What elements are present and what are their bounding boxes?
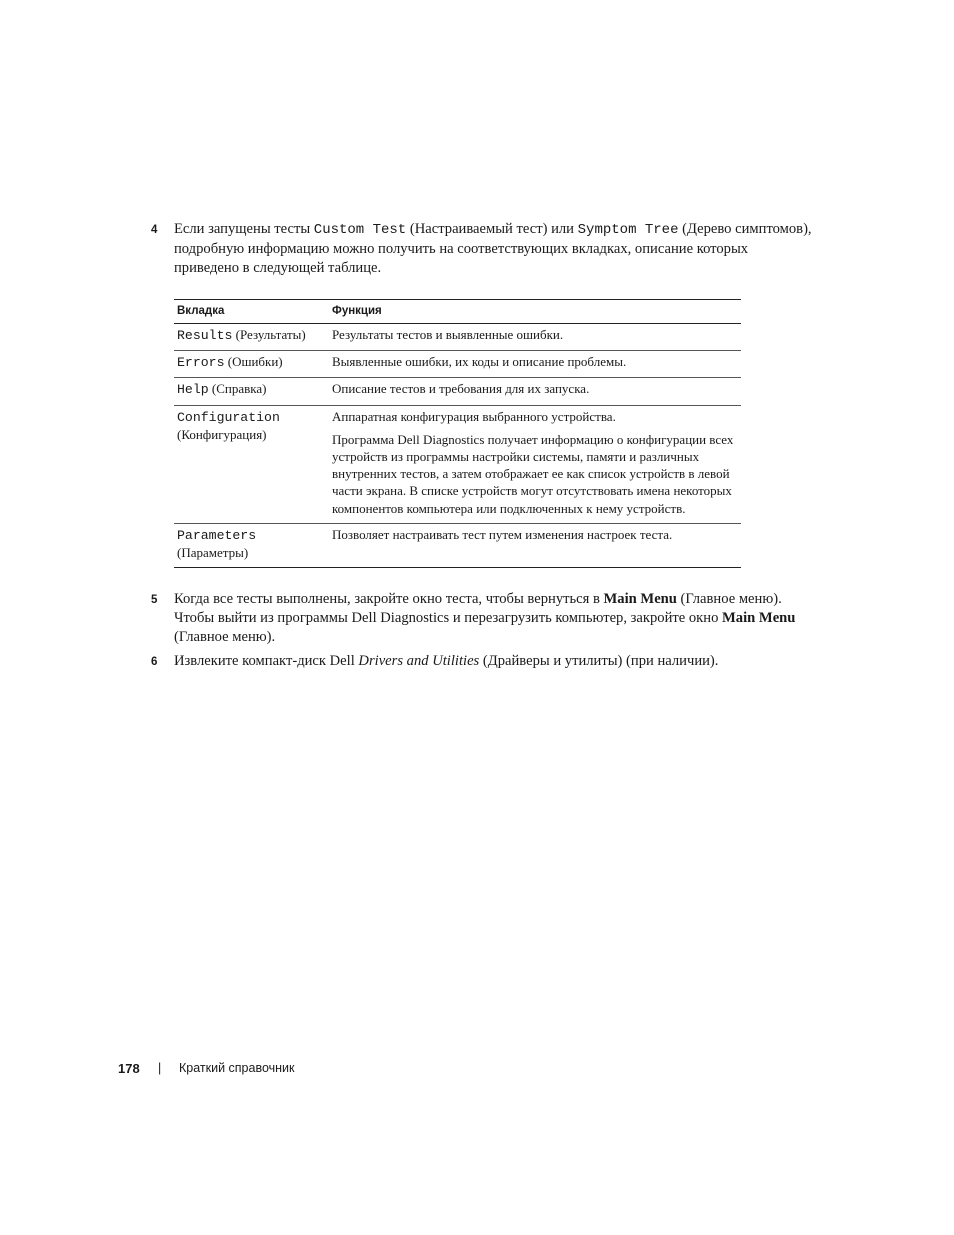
- tab-code: Help: [177, 382, 209, 398]
- tab-label: (Результаты): [232, 327, 306, 342]
- text-segment: (Дерево симптомов), подробную информацию можно получить на соответствующих вкладках, описание которых приведено в следующей таблице.: [174, 221, 812, 276]
- tab-cell: [174, 523, 326, 567]
- tab-code: Parameters: [177, 527, 257, 543]
- tab-cell: [174, 378, 326, 405]
- function-cell: [326, 324, 741, 351]
- tabs-table: [174, 299, 741, 568]
- main-menu-term: Main Menu: [722, 610, 796, 626]
- table-row: [174, 523, 741, 567]
- footer-separator: |: [158, 1061, 162, 1075]
- header-tab: Вкладка: [174, 300, 326, 324]
- function-cell: [326, 378, 741, 405]
- tab-cell: [174, 405, 326, 523]
- function-text: Позволяет настраивать тест путем изменения настроек теста.: [332, 526, 673, 542]
- code-symptom-tree: Symptom Tree: [577, 222, 679, 238]
- text-segment: (Главное меню). Чтобы выйти из программы Dell Diagnostics и перезагрузить компьютер, закройте окно: [174, 591, 782, 626]
- text-segment: Если запущены тесты: [174, 221, 314, 237]
- text-segment: (Настраиваемый тест) или: [406, 221, 578, 237]
- step-5: [151, 590, 816, 647]
- step-number: 4: [151, 224, 158, 236]
- function-text: Аппаратная конфигурация выбранного устройства.: [332, 408, 616, 424]
- function-text: Результаты тестов и выявленные ошибки.: [332, 327, 564, 342]
- page-number: 178: [118, 1061, 140, 1076]
- main-menu-term: Main Menu: [603, 591, 677, 607]
- tab-cell: [174, 324, 326, 351]
- table-row: [174, 351, 741, 378]
- tab-code: Errors: [177, 355, 225, 371]
- function-text: Описание тестов и требования для их запуска.: [332, 381, 590, 397]
- step-text: [174, 652, 816, 671]
- function-text: Программа Dell Diagnostics получает информацию о конфигурации всех устройств из программы настройки системы, памяти и различных внутренних тестов, а затем отображает ее как список устройств в левой части экрана. В списке устройств могут отсутствовать имена некоторых компонентов компьютера или подключенных к нему устройств.: [332, 431, 734, 516]
- step-number: 5: [151, 594, 158, 606]
- function-cell: [326, 523, 741, 567]
- step-4: [151, 220, 816, 278]
- tab-label: (Справка): [208, 381, 267, 397]
- table-row: [174, 324, 741, 351]
- tab-label: (Параметры): [177, 545, 249, 561]
- product-name: Drivers and Utilities: [358, 653, 480, 669]
- code-custom-test: Custom Test: [313, 222, 407, 238]
- step-text: [174, 220, 816, 278]
- tab-label: (Конфигурация): [177, 426, 267, 442]
- text-segment: (Драйверы и утилиты) (при наличии).: [479, 653, 719, 669]
- header-function: Функция: [326, 300, 741, 324]
- function-cell: [326, 351, 741, 378]
- step-text: [174, 590, 816, 647]
- function-cell: [326, 405, 741, 523]
- text-segment: Когда все тесты выполнены, закройте окно теста, чтобы вернуться в: [174, 591, 604, 607]
- tab-cell: [174, 351, 326, 378]
- page-footer: [118, 1061, 295, 1076]
- text-segment: Извлеките компакт-диск Dell: [174, 653, 359, 669]
- table-header-row: [174, 300, 741, 324]
- tab-label: (Ошибки): [224, 354, 283, 370]
- function-text: Выявленные ошибки, их коды и описание проблемы.: [332, 354, 627, 370]
- footer-title: Краткий справочник: [179, 1061, 295, 1075]
- step-6: [151, 652, 816, 671]
- table-row: [174, 405, 741, 523]
- step-number: 6: [151, 656, 158, 668]
- table-row: [174, 378, 741, 405]
- text-segment: (Главное меню).: [174, 629, 276, 645]
- tab-code: Results: [177, 328, 233, 343]
- tab-code: Configuration: [177, 409, 280, 425]
